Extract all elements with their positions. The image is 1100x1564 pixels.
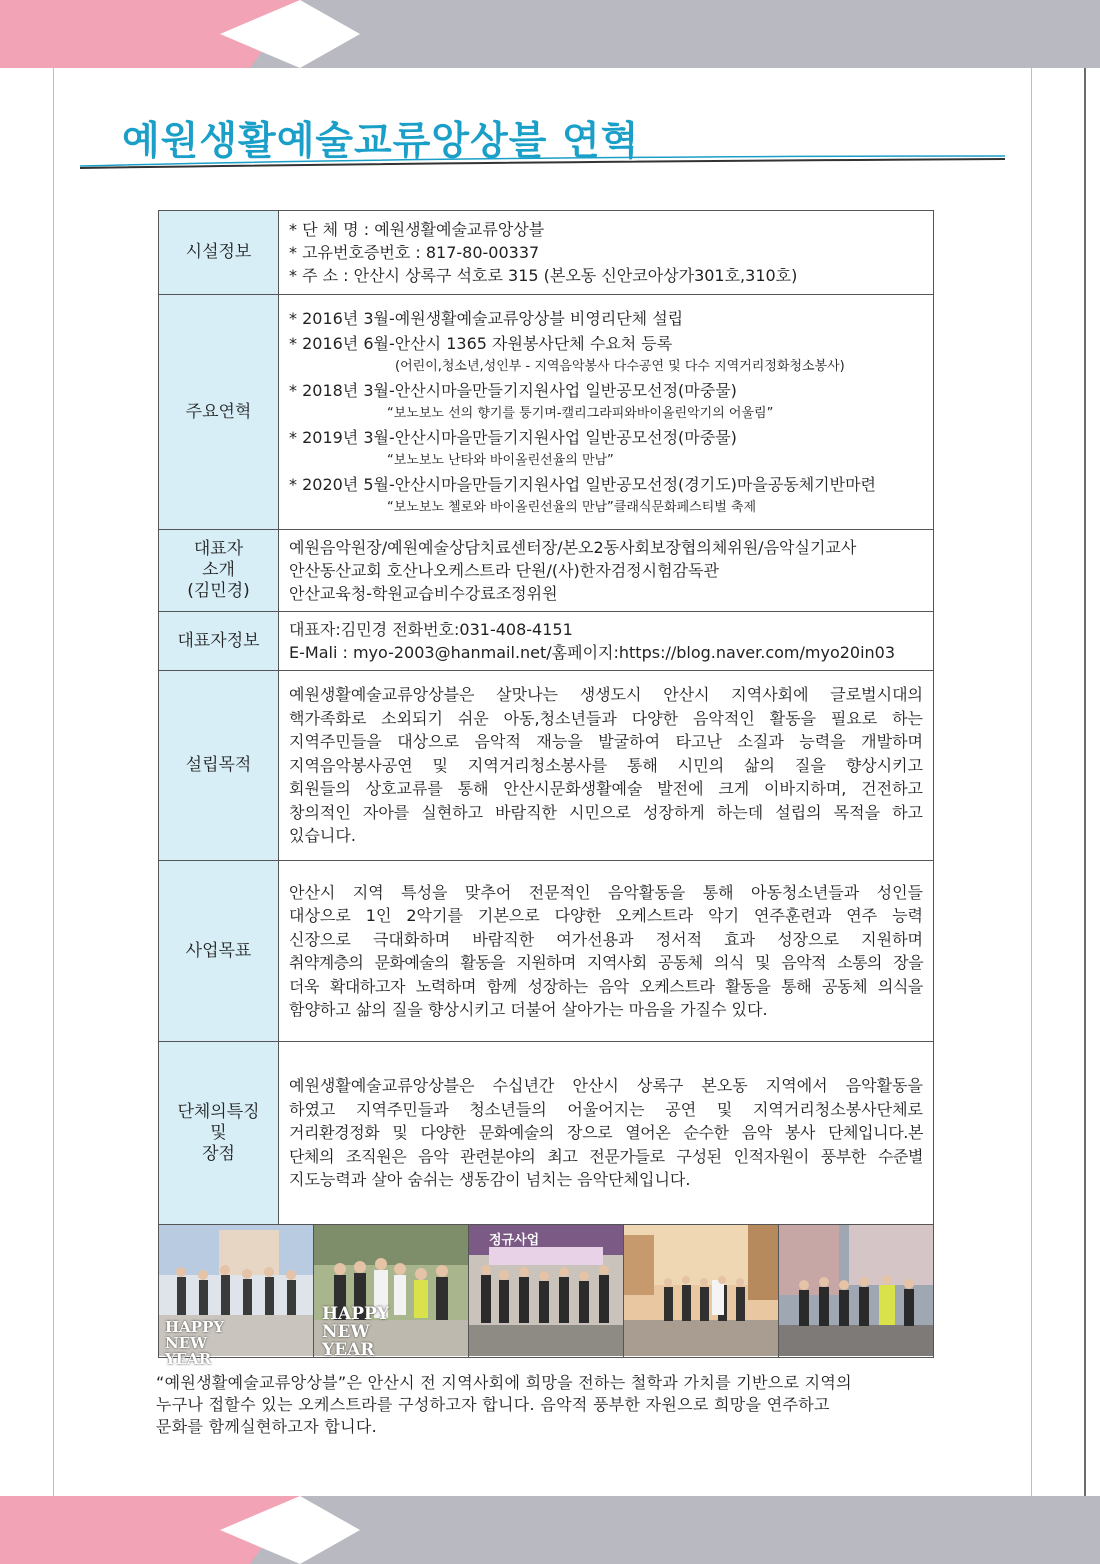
representative-line: 안산교육청-학원교습비수강료조정위원 <box>289 584 558 603</box>
contact-label: 대표자정보 <box>159 612 279 671</box>
info-table <box>158 210 934 1225</box>
facility-row <box>159 211 934 295</box>
history-item-note: (어린이,청소년,성인부 - 지역음악봉사 다수공연 및 다수 지역거리정화청소봉사) <box>395 358 845 374</box>
history-label: 주요연혁 <box>159 295 279 530</box>
contact-line: E-Mali : myo-2003@hanmail.net/홈페이지:https://blog.naver.com/myo20in03 <box>289 643 896 662</box>
photo-performance-5 <box>779 1225 933 1357</box>
photo-performance-3 <box>469 1225 624 1357</box>
facility-line: * 주 소 : 안산시 상록구 석호로 315 (본오동 신안코아상가301호,310호) <box>289 266 798 285</box>
left-border-line <box>53 68 54 1496</box>
representative-label-line: (김민경) <box>187 581 250 601</box>
page-title: 예원생활예술교류앙상블 연혁 <box>122 119 640 164</box>
contact-content <box>279 612 934 671</box>
features-label-line: 단체의특징 <box>177 1101 260 1122</box>
goals-line: 안산시 지역 특성을 맞추어 전문적인 음악활동을 통해 아동청소년들과 성인들 <box>289 882 923 902</box>
footer-band <box>0 1496 1100 1564</box>
photo-performance-1 <box>159 1225 314 1368</box>
photo-strip <box>158 1224 934 1368</box>
representative-row <box>159 530 934 612</box>
features-label-line: 및 <box>210 1122 227 1143</box>
purpose-row <box>159 671 934 861</box>
purpose-line: 회원들의 상호교류를 통해 안산시문화생활예술 발전에 크게 이바지하며, 건전하고 <box>289 779 923 799</box>
right-edge-line <box>1084 68 1086 1496</box>
photo-overlay-text: HAPPY NEW YEAR <box>322 1304 389 1360</box>
photo-performance-2 <box>314 1225 469 1360</box>
features-label-line: 장점 <box>202 1143 235 1164</box>
features-line: 단체의 조직원은 음악 관련분야의 최고 전문가들로 구성된 인적자원이 풍부한 수준별 <box>289 1146 923 1166</box>
representative-label <box>159 530 279 612</box>
history-item-note: “보노보노 첼로와 바이올린선율의 만남”클래식문화페스티벌 축제 <box>387 499 757 515</box>
footer-line: 누구나 접할수 있는 오케스트라를 구성하고자 합니다. 음악적 풍부한 자원으로 희망을 연주하고 <box>156 1395 830 1414</box>
footer-line: 문화를 함께실현하고자 합니다. <box>156 1417 377 1436</box>
history-item-note: “보노보노 난타와 바이올린선율의 만남” <box>387 452 614 468</box>
representative-line: 안산동산교회 호산나오케스트라 단원/(사)한자검정시험감독관 <box>289 561 719 580</box>
history-item: * 2019년 3월-안산시마을만들기지원사업 일반공모선정(마중물) <box>289 427 737 447</box>
goals-label: 사업목표 <box>159 861 279 1042</box>
purpose-line: 핵가족화로 소외되기 쉬운 아동,청소년들과 다양한 음악적인 활동을 필요로 하는 <box>289 708 923 728</box>
goals-row <box>159 861 934 1042</box>
features-line: 거리환경정화 및 다양한 문화예술의 장으로 열어온 순수한 음악 봉사 단체입니다.본 <box>289 1123 923 1143</box>
representative-content <box>279 530 934 612</box>
history-content <box>279 295 934 530</box>
facility-line: * 고유번호증번호 : 817-80-00337 <box>289 243 540 262</box>
purpose-line: 있습니다. <box>289 826 356 846</box>
goals-content <box>279 861 934 1042</box>
features-line: 하였고 지역주민들과 청소년들의 어울어지는 공연 및 지역거리청소봉사단체로 <box>289 1099 923 1119</box>
features-line: 지도능력과 살아 숨쉬는 생동감이 넘치는 음악단체입니다. <box>289 1170 691 1190</box>
features-line: 예원생활예술교류앙상블은 수십년간 안산시 상록구 본오동 지역에서 음악활동을 <box>289 1076 923 1096</box>
history-item: * 2016년 3월-예원생활예술교류앙상블 비영리단체 설립 <box>289 308 684 328</box>
facility-line: * 단 체 명 : 예원생활예술교류앙상블 <box>289 220 545 239</box>
purpose-line: 지역주민들을 대상으로 음악적 재능을 발굴하여 타고난 소질과 능력을 개발하며 <box>289 732 923 752</box>
facility-label: 시설정보 <box>159 211 279 295</box>
history-row <box>159 295 934 530</box>
purpose-line: 지역음악봉사공연 및 지역거리청소봉사를 통해 시민의 삶의 질을 향상시키고 <box>289 755 923 775</box>
photo-overlay-text: 정규사업 <box>489 1233 540 1248</box>
history-item: * 2016년 6월-안산시 1365 자원봉사단체 수요처 등록 <box>289 333 673 353</box>
goals-line: 함양하고 삶의 질을 향상시키고 더불어 살아가는 마음을 가질수 있다. <box>289 1000 768 1019</box>
footer-description <box>156 1372 946 1438</box>
header-band <box>0 0 1100 68</box>
footer-line: “예원생활예술교류앙상블”은 안산시 전 지역사회에 희망을 전하는 철학과 가치를 기반으로 지역의 <box>156 1373 852 1392</box>
goals-line: 신장으로 극대화하며 바람직한 여가선용과 정서적 효과 성장으로 지원하며 <box>289 929 923 949</box>
contact-row <box>159 612 934 671</box>
features-row <box>159 1042 934 1225</box>
goals-line: 취약계층의 문화예술의 활동을 지원하며 지역사회 공동체 의식 및 음악적 소통의 장을 <box>289 953 923 972</box>
purpose-label: 설립목적 <box>159 671 279 861</box>
history-item: * 2020년 5월-안산시마을만들기지원사업 일반공모선정(경기도)마을공동체기반마련 <box>289 474 877 494</box>
features-content <box>279 1042 934 1225</box>
purpose-content <box>279 671 934 861</box>
representative-label-line: 소개 <box>202 560 235 580</box>
photo-performance-4 <box>624 1225 779 1357</box>
goals-line: 대상으로 1인 2악기를 기본으로 다양한 오케스트라 악기 연주훈련과 연주 능력 <box>289 906 923 925</box>
facility-content <box>279 211 934 295</box>
goals-line: 더욱 확대하고자 노력하며 함께 성장하는 음악 오케스트라 활동을 통해 공동체 의식을 <box>289 976 923 996</box>
purpose-line: 예원생활예술교류앙상블은 살맛나는 생생도시 안산시 지역사회에 글로벌시대의 <box>289 685 923 705</box>
features-label <box>159 1042 279 1225</box>
history-item-note: “보노보노 선의 향기를 퉁기며-캘리그라피와바이올린악기의 어울림” <box>387 405 774 421</box>
representative-label-line: 대표자 <box>193 539 244 559</box>
photo-overlay-text: HAPPY NEW YEAR <box>165 1318 225 1368</box>
purpose-line: 창의적인 자아를 실현하고 바람직한 시민으로 성장하게 하는데 설립의 목적을 하고 <box>289 802 923 822</box>
representative-line: 예원음악원장/예원예술상담치료센터장/본오2동사회보장협의체위원/음악실기교사 <box>289 538 857 557</box>
title-underline <box>80 150 1010 172</box>
history-item: * 2018년 3월-안산시마을만들기지원사업 일반공모선정(마중물) <box>289 380 737 400</box>
contact-line: 대표자:김민경 전화번호:031-408-4151 <box>289 620 573 639</box>
right-border-line <box>1031 68 1032 1496</box>
